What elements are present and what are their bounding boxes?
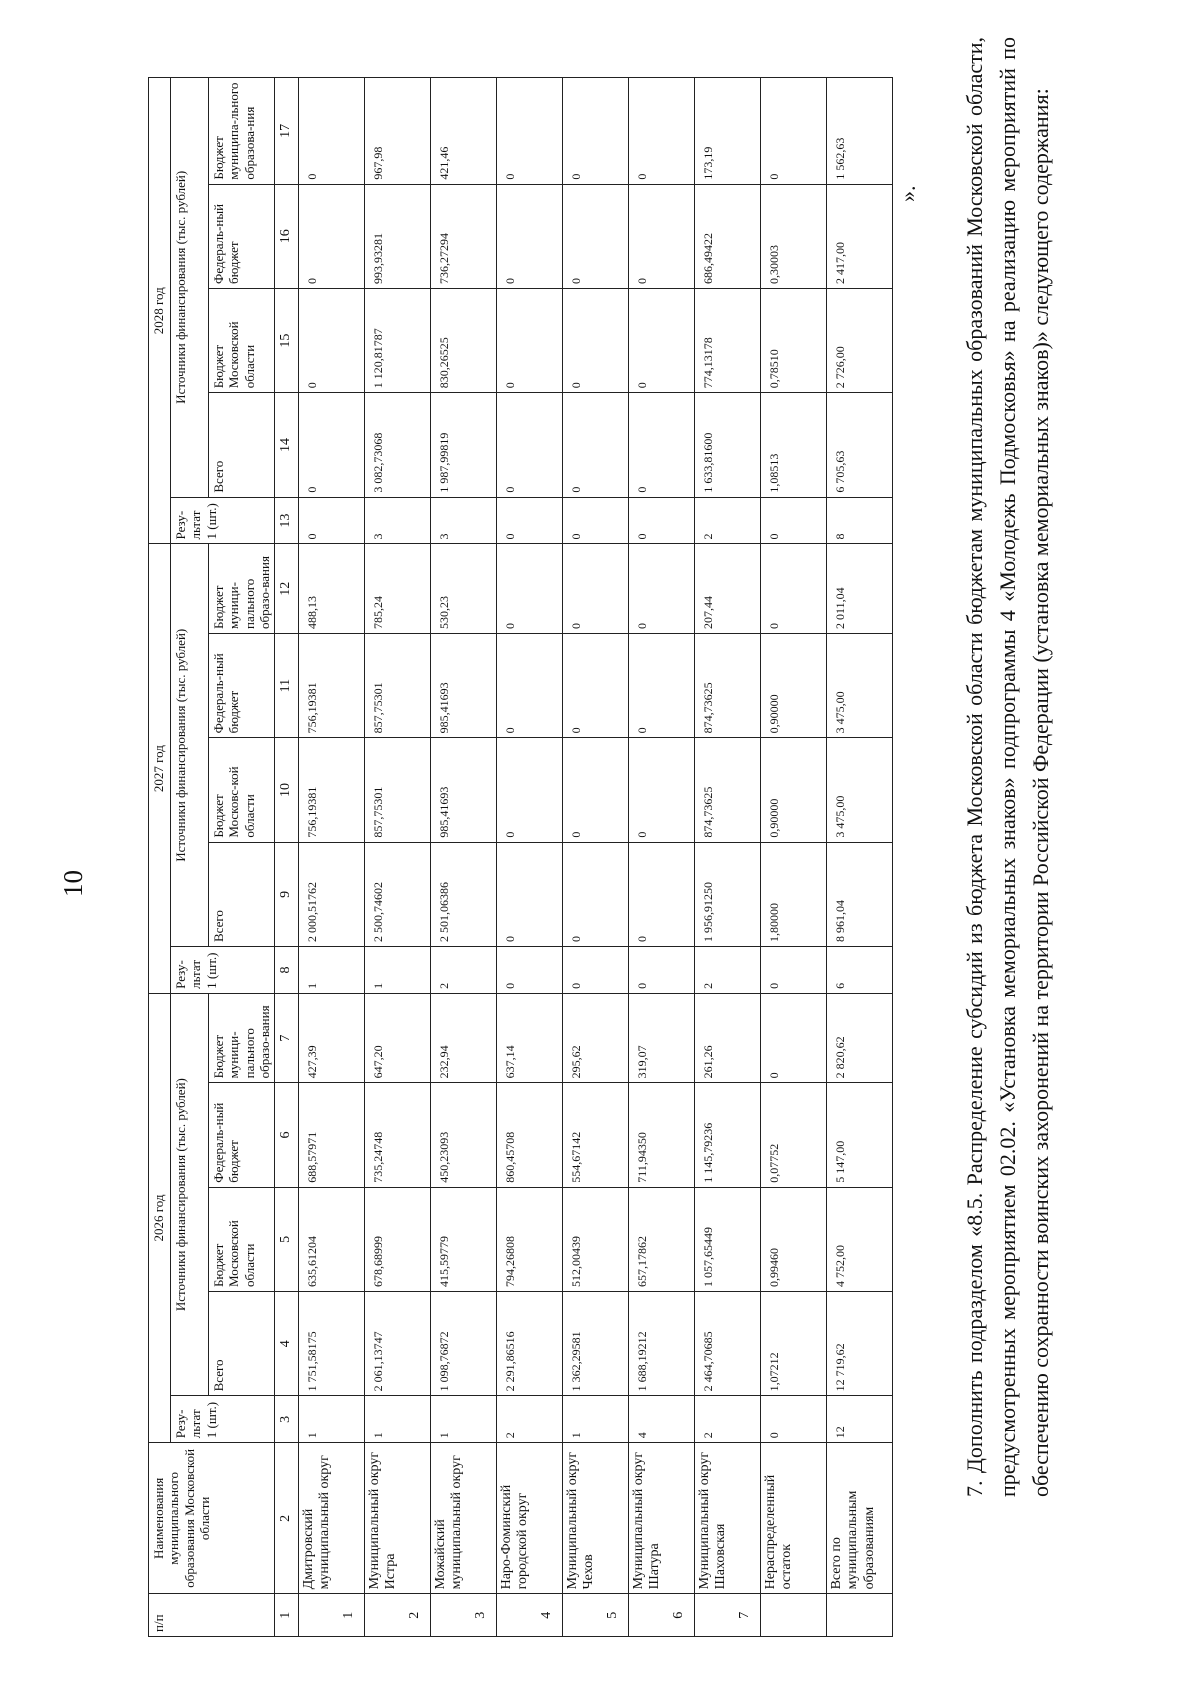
value-cell: 736,27294 xyxy=(430,184,496,288)
value-cell: 1 xyxy=(364,1396,430,1443)
value-cell: 2 820,62 xyxy=(826,993,892,1083)
value-cell: 554,67142 xyxy=(562,1083,628,1187)
row-index: 2 xyxy=(364,1594,430,1637)
column-number-cell: 17 xyxy=(275,78,299,185)
column-number-cell: 11 xyxy=(275,633,299,737)
column-number-cell: 8 xyxy=(275,947,299,994)
municipality-name: Муниципальный округ Чехов xyxy=(562,1443,628,1594)
value-cell: 0 xyxy=(628,78,694,185)
value-cell: 2 xyxy=(496,1396,562,1443)
column-number-cell: 1 xyxy=(275,1594,299,1637)
value-cell: 0 xyxy=(628,544,694,634)
header-municipal-2026: Бюджет муници-пального образо-вания xyxy=(209,993,275,1083)
amendment-paragraph: 7. Дополнить подразделом «8.5. Распределение субсидий из бюджета Московской области бюджетам муниципальных образований Московской области, предусмотренных мероприятием 02.02. «Установка мемориальных знаков» подпрограммы 4 «Молодежь Подмосковья» на реализацию мероприятий по обеспечению сохранности воинских захоронений на территории Российской Федерации (установка мемориальных знаков)» следующего содержания: xyxy=(962,37,1053,1497)
column-number-cell: 5 xyxy=(275,1187,299,1291)
header-result-2026: Резу-льтат 1 (шт.) xyxy=(171,1396,275,1443)
value-cell: 319,07 xyxy=(628,993,694,1083)
table-row xyxy=(826,78,892,1637)
value-cell: 794,26808 xyxy=(496,1187,562,1291)
value-cell: 2 011,04 xyxy=(826,544,892,634)
value-cell: 3 475,00 xyxy=(826,633,892,737)
header-year-2027: 2027 год xyxy=(149,544,171,993)
value-cell: 1 987,99819 xyxy=(430,393,496,497)
value-cell: 0 xyxy=(496,184,562,288)
value-cell: 0 xyxy=(496,78,562,185)
header-federal-2027: Федераль-ный бюджет xyxy=(209,633,275,737)
value-cell: 2 464,70685 xyxy=(694,1292,760,1396)
header-municipality-name: Наименования муниципального образования Московской области xyxy=(149,1443,275,1594)
header-regional-2026: Бюджет Московской области xyxy=(209,1187,275,1291)
value-cell: 657,17862 xyxy=(628,1187,694,1291)
header-federal-2028: Федераль-ный бюджет xyxy=(209,184,275,288)
value-cell: 3 xyxy=(364,497,430,544)
value-cell: 1 xyxy=(364,947,430,994)
value-cell: 4 752,00 xyxy=(826,1187,892,1291)
header-total-2026: Всего xyxy=(209,1292,275,1396)
column-number-cell: 6 xyxy=(275,1083,299,1187)
row-index xyxy=(826,1594,892,1637)
value-cell: 2 xyxy=(694,947,760,994)
value-cell: 2 291,86516 xyxy=(496,1292,562,1396)
value-cell: 1 633,81600 xyxy=(694,393,760,497)
value-cell: 0,07752 xyxy=(760,1083,826,1187)
value-cell: 0 xyxy=(628,633,694,737)
value-cell: 488,13 xyxy=(298,544,364,634)
column-number-cell: 2 xyxy=(275,1443,299,1594)
value-cell: 0 xyxy=(760,497,826,544)
value-cell: 0 xyxy=(496,497,562,544)
value-cell: 1 362,29581 xyxy=(562,1292,628,1396)
column-number-cell: 7 xyxy=(275,993,299,1083)
value-cell: 2 726,00 xyxy=(826,288,892,392)
value-cell: 0 xyxy=(628,288,694,392)
value-cell: 207,44 xyxy=(694,544,760,634)
table-row xyxy=(694,78,760,1637)
row-index: 1 xyxy=(298,1594,364,1637)
value-cell: 12 xyxy=(826,1396,892,1443)
value-cell: 8 961,04 xyxy=(826,842,892,946)
value-cell: 1 xyxy=(298,947,364,994)
value-cell: 0 xyxy=(562,947,628,994)
table-row xyxy=(628,78,694,1637)
value-cell: 860,45708 xyxy=(496,1083,562,1187)
value-cell: 635,61204 xyxy=(298,1187,364,1291)
column-number-cell: 12 xyxy=(275,544,299,634)
value-cell: 756,19381 xyxy=(298,738,364,842)
value-cell: 993,93281 xyxy=(364,184,430,288)
table-row xyxy=(496,78,562,1637)
value-cell: 0 xyxy=(562,393,628,497)
value-cell: 0 xyxy=(760,78,826,185)
value-cell: 756,19381 xyxy=(298,633,364,737)
table-body xyxy=(275,78,893,1637)
header-total-2028: Всего xyxy=(209,393,275,497)
column-number-cell: 10 xyxy=(275,738,299,842)
value-cell: 711,94350 xyxy=(628,1083,694,1187)
row-index: 3 xyxy=(430,1594,496,1637)
value-cell: 421,46 xyxy=(430,78,496,185)
municipality-name: Наро-Фоминский городской округ xyxy=(496,1443,562,1594)
value-cell: 0 xyxy=(298,288,364,392)
value-cell: 0 xyxy=(628,842,694,946)
column-number-cell: 14 xyxy=(275,393,299,497)
value-cell: 0 xyxy=(298,393,364,497)
value-cell: 1 xyxy=(562,1396,628,1443)
value-cell: 0 xyxy=(298,184,364,288)
table-row xyxy=(430,78,496,1637)
municipality-name: Дмитровский муниципальный округ xyxy=(298,1443,364,1594)
value-cell: 1 xyxy=(430,1396,496,1443)
value-cell: 0 xyxy=(628,947,694,994)
subsidy-distribution-table xyxy=(148,77,893,1637)
value-cell: 774,13178 xyxy=(694,288,760,392)
value-cell: 6 xyxy=(826,947,892,994)
municipality-name: Можайский муниципальный округ xyxy=(430,1443,496,1594)
value-cell: 985,41693 xyxy=(430,633,496,737)
header-regional-2027: Бюджет Московс-кой области xyxy=(209,738,275,842)
value-cell: 0 xyxy=(562,497,628,544)
value-cell: 0 xyxy=(298,497,364,544)
header-pp: п/п xyxy=(149,1594,275,1637)
value-cell: 3 xyxy=(430,497,496,544)
value-cell: 0,78510 xyxy=(760,288,826,392)
value-cell: 830,26525 xyxy=(430,288,496,392)
municipality-name: Муниципальный округ Шатура xyxy=(628,1443,694,1594)
value-cell: 2 061,13747 xyxy=(364,1292,430,1396)
column-number-cell: 13 xyxy=(275,497,299,544)
value-cell: 530,23 xyxy=(430,544,496,634)
value-cell: 0 xyxy=(496,393,562,497)
row-index: 6 xyxy=(628,1594,694,1637)
value-cell: 0 xyxy=(496,633,562,737)
value-cell: 0 xyxy=(760,1396,826,1443)
value-cell: 2 000,51762 xyxy=(298,842,364,946)
value-cell: 415,59779 xyxy=(430,1187,496,1291)
municipality-name: Муниципальный округ Шаховская xyxy=(694,1443,760,1594)
value-cell: 0 xyxy=(562,738,628,842)
value-cell: 857,75301 xyxy=(364,738,430,842)
value-cell: 0 xyxy=(496,738,562,842)
value-cell: 0 xyxy=(496,947,562,994)
value-cell: 12 719,62 xyxy=(826,1292,892,1396)
value-cell: 688,57971 xyxy=(298,1083,364,1187)
column-number-cell: 15 xyxy=(275,288,299,392)
column-number-cell: 4 xyxy=(275,1292,299,1396)
value-cell: 512,00439 xyxy=(562,1187,628,1291)
value-cell: 0,90000 xyxy=(760,738,826,842)
value-cell: 1 xyxy=(298,1396,364,1443)
page-number: 10 xyxy=(58,870,88,897)
value-cell: 4 xyxy=(628,1396,694,1443)
value-cell: 2 xyxy=(694,1396,760,1443)
table-row xyxy=(298,78,364,1637)
value-cell: 0,30003 xyxy=(760,184,826,288)
value-cell: 678,68999 xyxy=(364,1187,430,1291)
value-cell: 0 xyxy=(628,393,694,497)
header-result-2027: Резу-льтат 1 (шт.) xyxy=(171,947,275,994)
value-cell: 0 xyxy=(562,842,628,946)
value-cell: 1 145,79236 xyxy=(694,1083,760,1187)
header-total-2027: Всего xyxy=(209,842,275,946)
value-cell: 1 120,81787 xyxy=(364,288,430,392)
value-cell: 874,73625 xyxy=(694,633,760,737)
value-cell: 0 xyxy=(496,288,562,392)
value-cell: 637,14 xyxy=(496,993,562,1083)
value-cell: 0 xyxy=(628,497,694,544)
value-cell: 0 xyxy=(760,544,826,634)
value-cell: 8 xyxy=(826,497,892,544)
row-index: 5 xyxy=(562,1594,628,1637)
value-cell: 857,75301 xyxy=(364,633,430,737)
value-cell: 647,20 xyxy=(364,993,430,1083)
value-cell: 0 xyxy=(760,947,826,994)
value-cell: 1,08513 xyxy=(760,393,826,497)
header-regional-2028: Бюджет Московской области xyxy=(209,288,275,392)
value-cell: 1 562,63 xyxy=(826,78,892,185)
header-result-2028: Резу-льтат 1 (шт.) xyxy=(171,497,275,544)
value-cell: 261,26 xyxy=(694,993,760,1083)
value-cell: 2 501,06386 xyxy=(430,842,496,946)
value-cell: 232,94 xyxy=(430,993,496,1083)
column-number-row xyxy=(275,78,299,1637)
value-cell: 0 xyxy=(562,184,628,288)
value-cell: 0 xyxy=(562,78,628,185)
value-cell: 0 xyxy=(628,738,694,842)
row-index: 4 xyxy=(496,1594,562,1637)
value-cell: 450,23093 xyxy=(430,1083,496,1187)
value-cell: 1 688,19212 xyxy=(628,1292,694,1396)
value-cell: 3 475,00 xyxy=(826,738,892,842)
value-cell: 0,99460 xyxy=(760,1187,826,1291)
header-federal-2026: Федераль-ный бюджет xyxy=(209,1083,275,1187)
header-sources-2027: Источники финансирования (тыс. рублей) xyxy=(171,544,209,947)
header-sources-2026: Источники финансирования (тыс. рублей) xyxy=(171,993,209,1396)
municipality-name: Муниципальный округ Истра xyxy=(364,1443,430,1594)
value-cell: 1,80000 xyxy=(760,842,826,946)
value-cell: 173,19 xyxy=(694,78,760,185)
value-cell: 0 xyxy=(562,544,628,634)
value-cell: 1 098,76872 xyxy=(430,1292,496,1396)
value-cell: 295,62 xyxy=(562,993,628,1083)
value-cell: 785,24 xyxy=(364,544,430,634)
header-sources-2028: Источники финансирования (тыс. рублей) xyxy=(171,78,209,498)
municipality-name: Нераспределенный остаток xyxy=(760,1443,826,1594)
header-year-2028: 2028 год xyxy=(149,78,171,544)
value-cell: 2 500,74602 xyxy=(364,842,430,946)
column-number-cell: 9 xyxy=(275,842,299,946)
row-index xyxy=(760,1594,826,1637)
value-cell: 0 xyxy=(298,78,364,185)
table-row xyxy=(562,78,628,1637)
table-row xyxy=(364,78,430,1637)
value-cell: 0 xyxy=(562,633,628,737)
value-cell: 3 082,73068 xyxy=(364,393,430,497)
value-cell: 6 705,63 xyxy=(826,393,892,497)
header-municipal-2028: Бюджет муниципа-льного образова-ния xyxy=(209,78,275,185)
column-number-cell: 16 xyxy=(275,184,299,288)
header-year-2026: 2026 год xyxy=(149,993,171,1442)
value-cell: 427,39 xyxy=(298,993,364,1083)
value-cell: 0 xyxy=(562,288,628,392)
value-cell: 1 751,58175 xyxy=(298,1292,364,1396)
value-cell: 2 xyxy=(430,947,496,994)
value-cell: 874,73625 xyxy=(694,738,760,842)
value-cell: 0 xyxy=(496,544,562,634)
value-cell: 967,98 xyxy=(364,78,430,185)
municipality-name: Всего по муниципальным образованиям xyxy=(826,1443,892,1594)
column-number-cell: 3 xyxy=(275,1396,299,1443)
value-cell: 5 147,00 xyxy=(826,1083,892,1187)
value-cell: 0 xyxy=(760,993,826,1083)
value-cell: 0,90000 xyxy=(760,633,826,737)
value-cell: 686,49422 xyxy=(694,184,760,288)
value-cell: 1,07212 xyxy=(760,1292,826,1396)
value-cell: 735,24748 xyxy=(364,1083,430,1187)
value-cell: 2 xyxy=(694,497,760,544)
value-cell: 2 417,00 xyxy=(826,184,892,288)
table-row xyxy=(760,78,826,1637)
value-cell: 1 956,91250 xyxy=(694,842,760,946)
value-cell: 0 xyxy=(496,842,562,946)
subsidy-table-wrapper xyxy=(148,77,893,1637)
value-cell: 0 xyxy=(628,184,694,288)
header-municipal-2027: Бюджет муници-пального образо-вания xyxy=(209,544,275,634)
value-cell: 1 057,65449 xyxy=(694,1187,760,1291)
row-index: 7 xyxy=(694,1594,760,1637)
closing-quote: ». xyxy=(895,185,920,202)
value-cell: 985,41693 xyxy=(430,738,496,842)
